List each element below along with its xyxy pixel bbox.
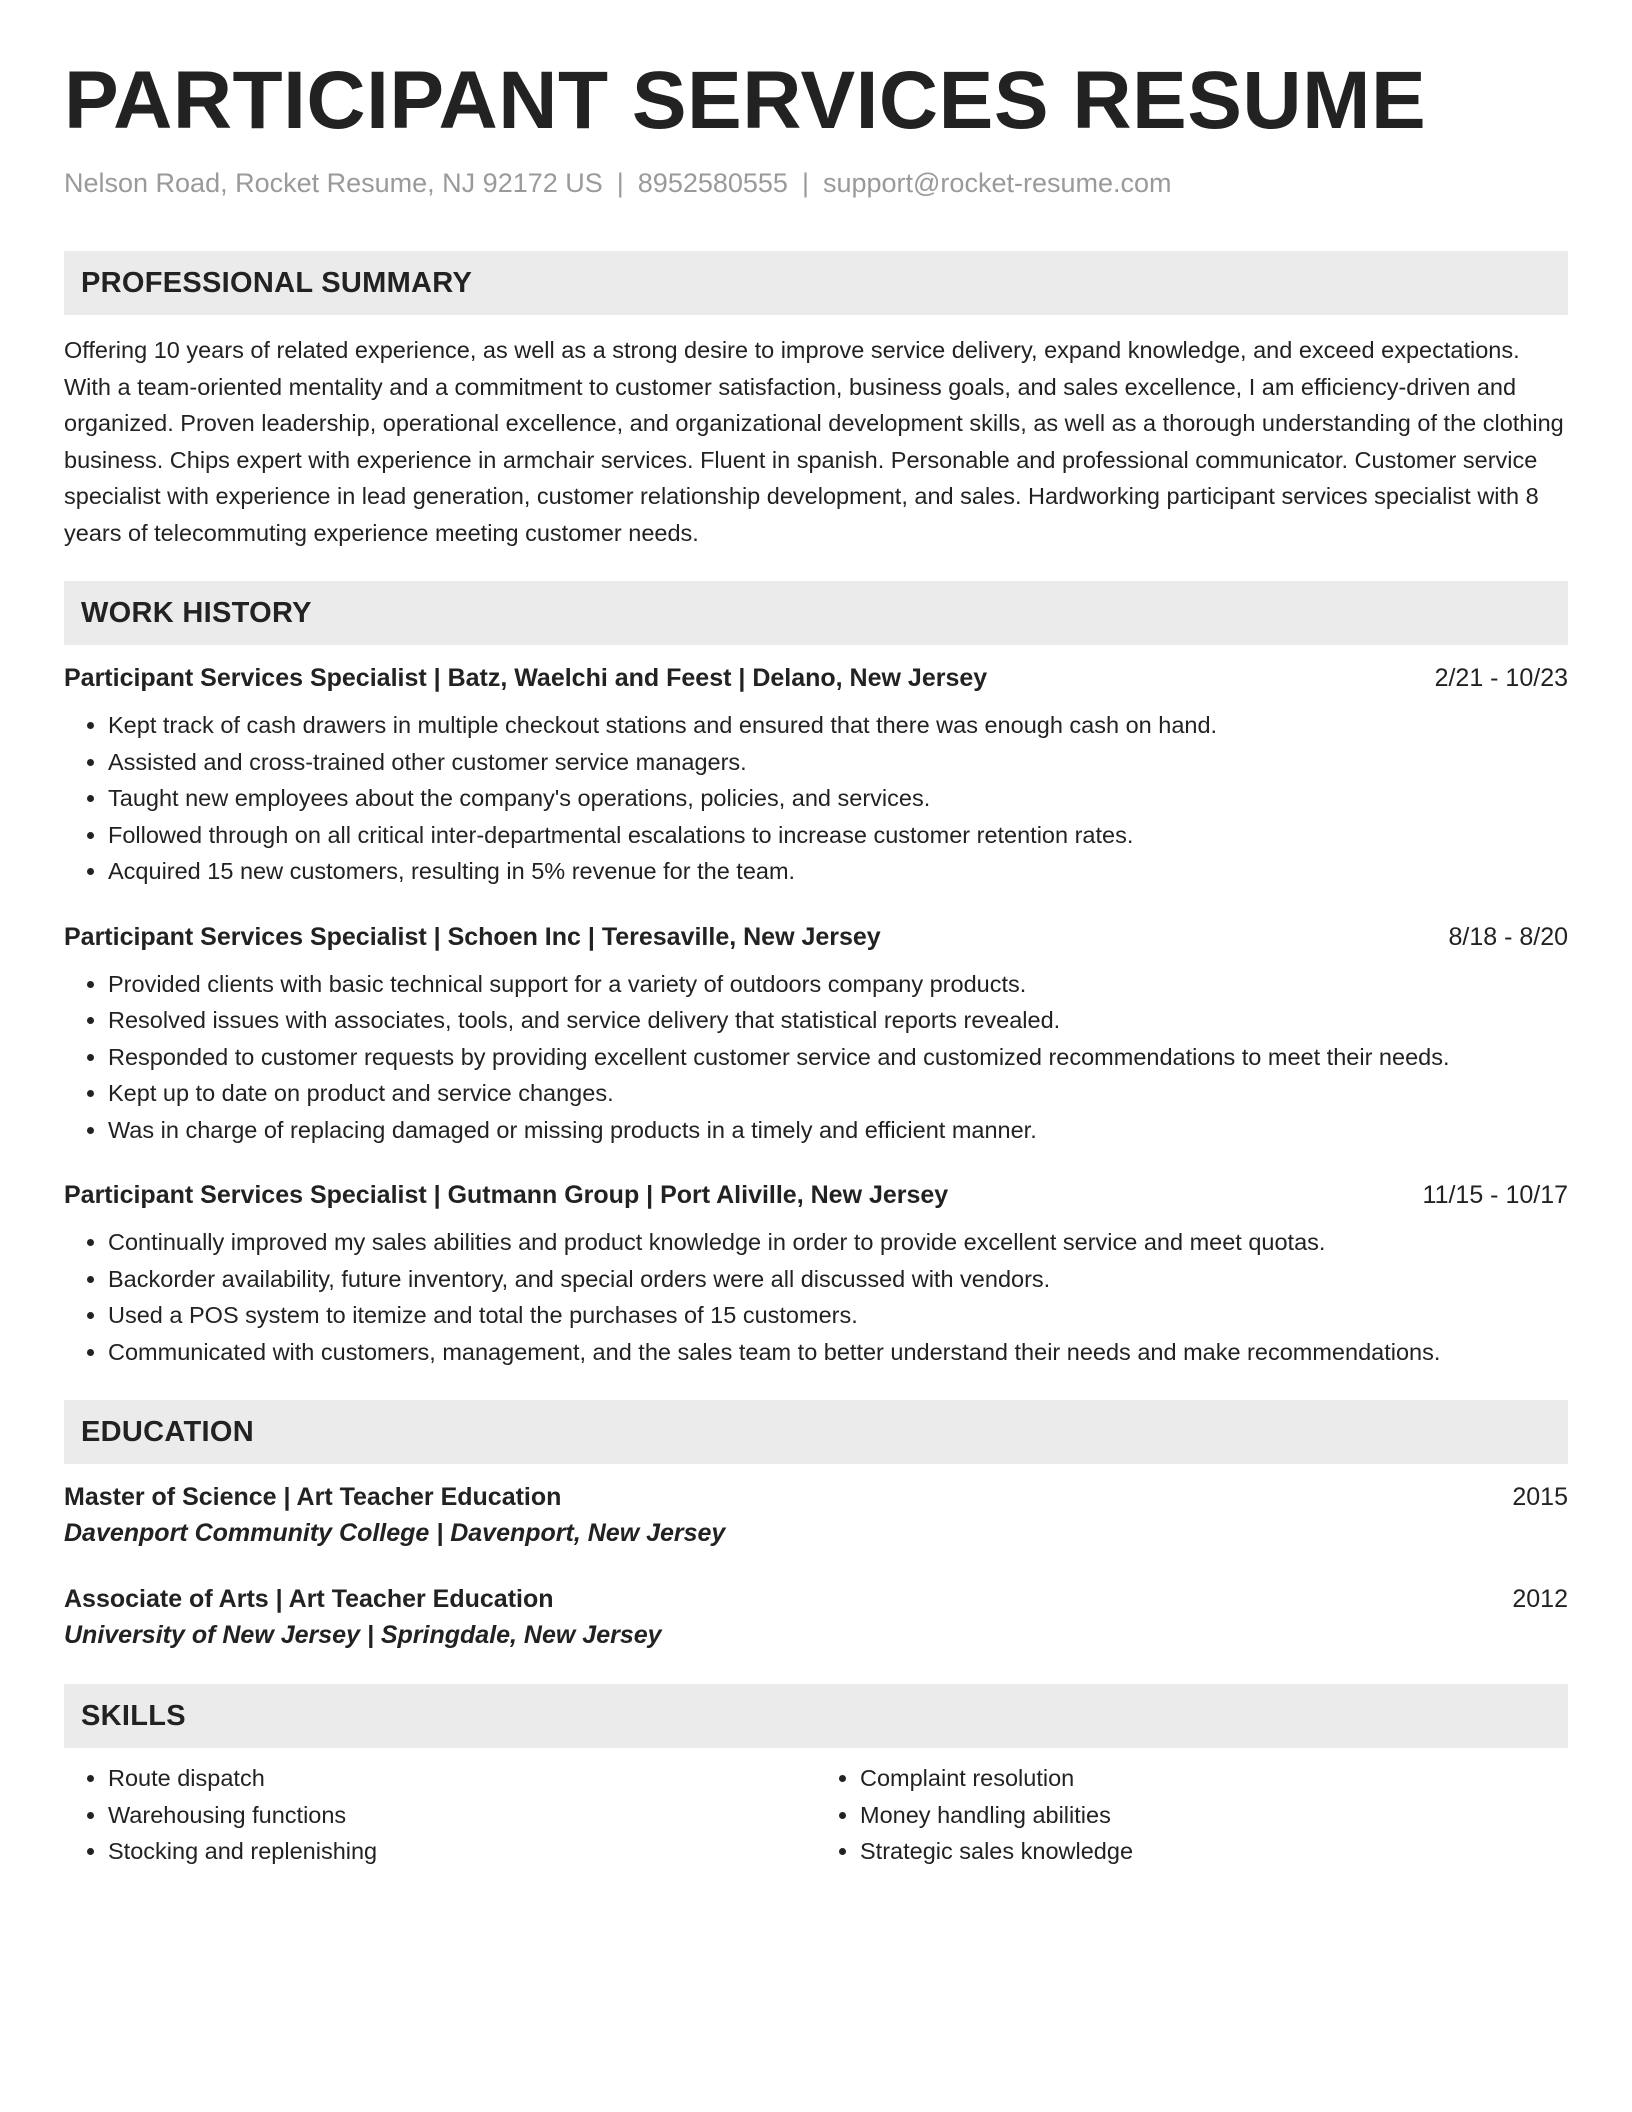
skill-item: • Strategic sales knowledge	[860, 1833, 1568, 1870]
section-heading-education: EDUCATION	[64, 1400, 1568, 1464]
skill-item: • Money handling abilities	[860, 1797, 1568, 1834]
bullet-item: • Continually improved my sales abilities and product knowledge in order to provide excellent service and meet quotas.	[108, 1224, 1568, 1261]
section-heading-skills: SKILLS	[64, 1684, 1568, 1748]
contact-separator: |	[616, 168, 624, 199]
job-header	[64, 1178, 1568, 1212]
contact-email: support@rocket-resume.com	[822, 168, 1172, 199]
education-header	[64, 1480, 1568, 1514]
bullet-item: • Assisted and cross-trained other customer service managers.	[108, 744, 1568, 781]
bullet-item: • Kept track of cash drawers in multiple checkout stations and ensured that there was enough cash on hand.	[108, 707, 1568, 744]
bullet-item: • Followed through on all critical inter-departmental escalations to increase customer retention rates.	[108, 817, 1568, 854]
resume-title: PARTICIPANT SERVICES RESUME	[64, 55, 1427, 146]
bullet-item: • Acquired 15 new customers, resulting in 5% revenue for the team.	[108, 853, 1568, 890]
job-header	[64, 661, 1568, 695]
job-entry	[64, 1178, 1568, 1370]
job-entry	[64, 920, 1568, 1149]
bullet-item: • Communicated with customers, management, and the sales team to better understand their needs and make recommendations.	[108, 1334, 1568, 1371]
bullet-item: • Responded to customer requests by providing excellent customer service and customized recommendations to meet their needs.	[108, 1039, 1568, 1076]
degree: Master of Science | Art Teacher Education	[64, 1483, 562, 1512]
education-entry	[64, 1582, 1568, 1654]
job-dates: 11/15 - 10/17	[1422, 1181, 1568, 1210]
job-bullets	[64, 966, 1568, 1149]
bullet-item: • Provided clients with basic technical support for a variety of outdoors company products.	[108, 966, 1568, 1003]
bullet-item: • Resolved issues with associates, tools, and service delivery that statistical reports revealed.	[108, 1002, 1568, 1039]
bullet-item: • Was in charge of replacing damaged or missing products in a timely and efficient manner.	[108, 1112, 1568, 1149]
bullet-item: • Kept up to date on product and service changes.	[108, 1075, 1568, 1112]
job-dates: 8/18 - 8/20	[1448, 922, 1568, 951]
job-title: Participant Services Specialist | Batz, Waelchi and Feest | Delano, New Jersey	[64, 664, 988, 693]
skills-column-right	[816, 1760, 1568, 1870]
job-dates: 2/21 - 10/23	[1434, 664, 1568, 693]
school-name: University of New Jersey | Springdale, New Jersey	[64, 1621, 662, 1650]
summary-text: Offering 10 years of related experience, as well as a strong desire to improve service delivery, expand knowledge, and exceed expectations. With a team-oriented mentality and a commitment to customer satisfaction, business goals, and sales excellence, I am efficiency-driven and organized. Proven leadership, operational excellence, and organizational development skills, as well as a thorough understanding of the clothing business. Chips expert with experience in armchair services. Fluent in spanish. Personable and professional communicator. Customer service specialist with experience in lead generation, customer relationship development, and sales. Hardworking participant services specialist with 8 years of telecommuting experience meeting customer needs.	[64, 337, 1564, 546]
degree: Associate of Arts | Art Teacher Education	[64, 1585, 554, 1614]
contact-separator: |	[801, 168, 809, 199]
job-bullets	[64, 1224, 1568, 1370]
job-bullets	[64, 707, 1568, 890]
job-title: Participant Services Specialist | Gutmann Group | Port Aliville, New Jersey	[64, 1181, 949, 1210]
skill-item: • Stocking and replenishing	[108, 1833, 816, 1870]
bullet-item: • Backorder availability, future inventory, and special orders were all discussed with vendors.	[108, 1261, 1568, 1298]
skill-item: • Warehousing functions	[108, 1797, 816, 1834]
section-heading-work: WORK HISTORY	[64, 581, 1568, 645]
contact-line	[64, 166, 1568, 201]
contact-phone: 8952580555	[637, 168, 788, 199]
skill-item: • Route dispatch	[108, 1760, 816, 1797]
school-name: Davenport Community College | Davenport, New Jersey	[64, 1519, 726, 1548]
skills-column-left	[64, 1760, 816, 1870]
education-entry	[64, 1480, 1568, 1552]
job-entry	[64, 661, 1568, 890]
job-header	[64, 920, 1568, 954]
skill-item: • Complaint resolution	[860, 1760, 1568, 1797]
graduation-year: 2012	[1512, 1585, 1568, 1614]
contact-address: Nelson Road, Rocket Resume, NJ 92172 US	[64, 168, 603, 199]
job-title: Participant Services Specialist | Schoen Inc | Teresaville, New Jersey	[64, 922, 881, 951]
bullet-item: • Used a POS system to itemize and total the purchases of 15 customers.	[108, 1297, 1568, 1334]
graduation-year: 2015	[1512, 1483, 1568, 1512]
skills-list	[64, 1760, 1568, 1870]
bullet-item: • Taught new employees about the company's operations, policies, and services.	[108, 780, 1568, 817]
education-header	[64, 1582, 1568, 1616]
section-heading-summary: PROFESSIONAL SUMMARY	[64, 251, 1568, 315]
